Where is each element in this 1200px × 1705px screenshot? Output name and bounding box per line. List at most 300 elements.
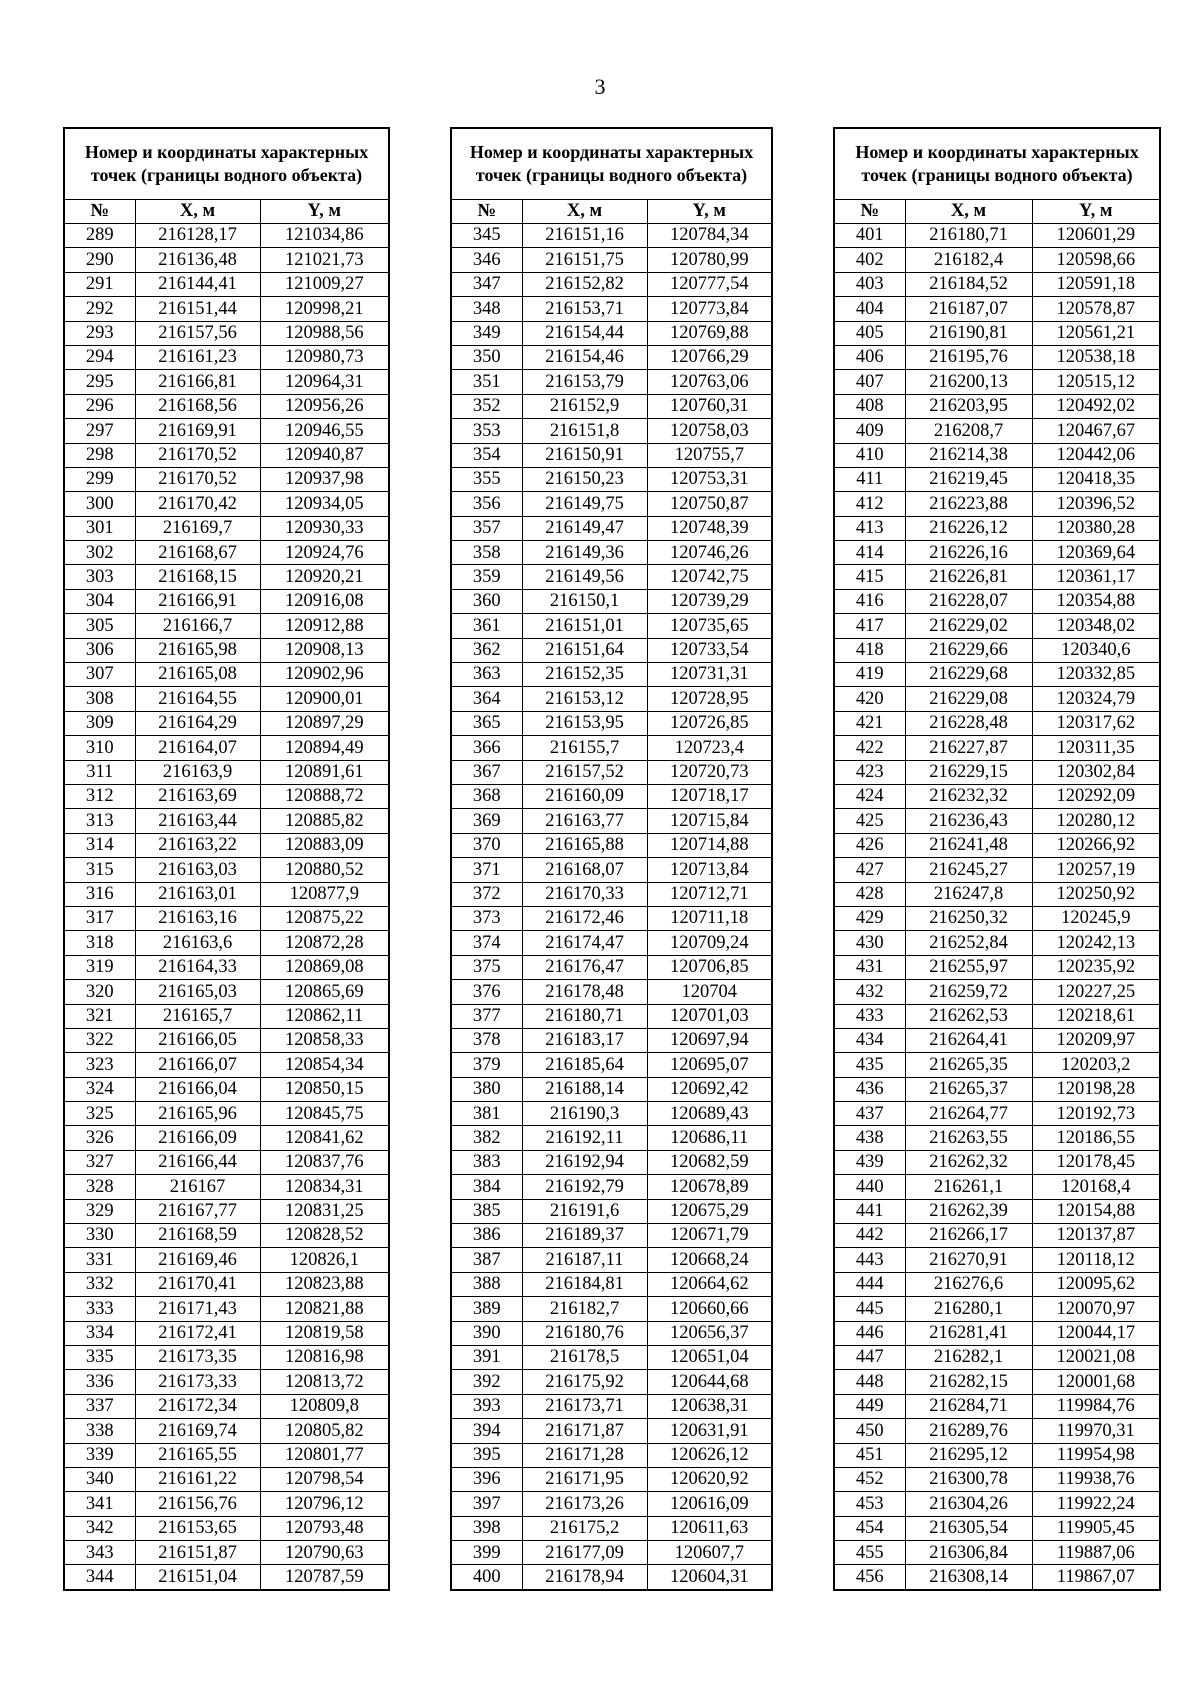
point-number-cell: 437 [834,1102,905,1126]
y-coordinate-cell: 121009,27 [260,272,389,296]
x-coordinate-cell: 216192,79 [522,1175,647,1199]
table-row [451,833,772,857]
y-coordinate-cell: 120845,75 [260,1102,389,1126]
y-coordinate-cell: 120865,69 [260,980,389,1004]
table-row [451,1224,772,1248]
table-row [64,541,389,565]
point-number-cell: 446 [834,1321,905,1345]
table-row [64,736,389,760]
table-row [834,1028,1160,1052]
x-coordinate-cell: 216252,84 [905,931,1032,955]
x-coordinate-cell: 216266,17 [905,1224,1032,1248]
point-number-cell: 375 [451,955,522,979]
table-row [834,1175,1160,1199]
y-coordinate-cell: 120332,85 [1032,663,1160,687]
x-coordinate-cell: 216188,14 [522,1077,647,1101]
x-coordinate-cell: 216152,9 [522,394,647,418]
column-x-header: X, м [135,200,260,224]
x-coordinate-cell: 216300,78 [905,1467,1032,1491]
x-coordinate-cell: 216163,03 [135,858,260,882]
table-row [834,1467,1160,1491]
point-number-cell: 366 [451,736,522,760]
y-coordinate-cell: 120178,45 [1032,1150,1160,1174]
y-coordinate-cell: 120902,96 [260,663,389,687]
point-number-cell: 292 [64,297,135,321]
table-row [64,687,389,711]
x-coordinate-cell: 216180,71 [905,224,1032,248]
point-number-cell: 299 [64,467,135,491]
table-row [451,1345,772,1369]
table-row [64,1345,389,1369]
y-coordinate-cell: 120317,62 [1032,711,1160,735]
table-row [451,565,772,589]
x-coordinate-cell: 216171,95 [522,1467,647,1491]
point-number-cell: 371 [451,858,522,882]
y-coordinate-cell: 120601,29 [1032,224,1160,248]
y-coordinate-cell: 120492,02 [1032,394,1160,418]
x-coordinate-cell: 216229,08 [905,687,1032,711]
point-number-cell: 399 [451,1541,522,1565]
x-coordinate-cell: 216281,41 [905,1321,1032,1345]
table-row [451,955,772,979]
y-coordinate-cell: 120001,68 [1032,1370,1160,1394]
y-coordinate-cell: 120720,73 [647,760,772,784]
table-row [64,1126,389,1150]
y-coordinate-cell: 120760,31 [647,394,772,418]
point-number-cell: 429 [834,906,905,930]
y-coordinate-cell: 120809,8 [260,1394,389,1418]
x-coordinate-cell: 216200,13 [905,370,1032,394]
table-row [64,638,389,662]
table-row [64,1516,389,1540]
column-y-header: Y, м [647,200,772,224]
y-coordinate-cell: 120742,75 [647,565,772,589]
y-coordinate-cell: 120591,18 [1032,272,1160,296]
table-row [64,492,389,516]
y-coordinate-cell: 120869,08 [260,955,389,979]
table-row [64,1199,389,1223]
x-coordinate-cell: 216170,33 [522,882,647,906]
point-number-cell: 340 [64,1467,135,1491]
point-number-cell: 364 [451,687,522,711]
table-row [834,492,1160,516]
point-number-cell: 330 [64,1224,135,1248]
x-coordinate-cell: 216165,08 [135,663,260,687]
point-number-cell: 426 [834,833,905,857]
point-number-cell: 434 [834,1028,905,1052]
point-number-cell: 328 [64,1175,135,1199]
x-coordinate-cell: 216136,48 [135,248,260,272]
table-row [64,711,389,735]
y-coordinate-cell: 120755,7 [647,443,772,467]
x-coordinate-cell: 216157,56 [135,321,260,345]
table-row [834,1443,1160,1467]
point-number-cell: 389 [451,1297,522,1321]
point-number-cell: 392 [451,1370,522,1394]
y-coordinate-cell: 120769,88 [647,321,772,345]
y-coordinate-cell: 120245,9 [1032,906,1160,930]
y-coordinate-cell: 120763,06 [647,370,772,394]
point-number-cell: 301 [64,516,135,540]
y-coordinate-cell: 120354,88 [1032,589,1160,613]
point-number-cell: 403 [834,272,905,296]
table-row [834,809,1160,833]
point-number-cell: 438 [834,1126,905,1150]
x-coordinate-cell: 216228,07 [905,589,1032,613]
y-coordinate-cell: 120980,73 [260,345,389,369]
y-coordinate-cell: 120626,12 [647,1443,772,1467]
table-row [64,248,389,272]
point-number-cell: 353 [451,419,522,443]
x-coordinate-cell: 216149,75 [522,492,647,516]
x-coordinate-cell: 216163,77 [522,809,647,833]
table-row [451,297,772,321]
x-coordinate-cell: 216261,1 [905,1175,1032,1199]
point-number-cell: 415 [834,565,905,589]
point-number-cell: 306 [64,638,135,662]
point-number-cell: 324 [64,1077,135,1101]
x-coordinate-cell: 216259,72 [905,980,1032,1004]
table-row [451,516,772,540]
y-coordinate-cell: 120682,59 [647,1150,772,1174]
table-row [834,516,1160,540]
point-number-cell: 368 [451,784,522,808]
x-coordinate-cell: 216180,76 [522,1321,647,1345]
x-coordinate-cell: 216177,09 [522,1541,647,1565]
y-coordinate-cell: 119887,06 [1032,1541,1160,1565]
table-row [451,492,772,516]
x-coordinate-cell: 216232,32 [905,784,1032,808]
y-coordinate-cell: 120858,33 [260,1028,389,1052]
y-coordinate-cell: 120908,13 [260,638,389,662]
y-coordinate-cell: 120891,61 [260,760,389,784]
y-coordinate-cell: 120369,64 [1032,541,1160,565]
column-x-header: X, м [522,200,647,224]
x-coordinate-cell: 216262,39 [905,1199,1032,1223]
x-coordinate-cell: 216166,07 [135,1053,260,1077]
x-coordinate-cell: 216149,36 [522,541,647,565]
table-row [64,1077,389,1101]
table-row [834,760,1160,784]
x-coordinate-cell: 216192,94 [522,1150,647,1174]
table-row [451,736,772,760]
table-row [834,687,1160,711]
y-coordinate-cell: 120790,63 [260,1541,389,1565]
y-coordinate-cell: 120718,17 [647,784,772,808]
x-coordinate-cell: 216175,92 [522,1370,647,1394]
x-coordinate-cell: 216167 [135,1175,260,1199]
y-coordinate-cell: 120872,28 [260,931,389,955]
x-coordinate-cell: 216184,81 [522,1272,647,1296]
x-coordinate-cell: 216236,43 [905,809,1032,833]
x-coordinate-cell: 216163,9 [135,760,260,784]
y-coordinate-cell: 120713,84 [647,858,772,882]
table-row [451,1199,772,1223]
x-coordinate-cell: 216189,37 [522,1224,647,1248]
x-coordinate-cell: 216182,7 [522,1297,647,1321]
point-number-cell: 440 [834,1175,905,1199]
point-number-cell: 376 [451,980,522,1004]
y-coordinate-cell: 120894,49 [260,736,389,760]
table-row [834,394,1160,418]
point-number-cell: 385 [451,1199,522,1223]
x-coordinate-cell: 216166,05 [135,1028,260,1052]
x-coordinate-cell: 216150,91 [522,443,647,467]
y-coordinate-cell: 120934,05 [260,492,389,516]
x-coordinate-cell: 216166,44 [135,1150,260,1174]
x-coordinate-cell: 216168,15 [135,565,260,589]
column-number-header: № [834,200,905,224]
table-row [451,1370,772,1394]
y-coordinate-cell: 120418,35 [1032,467,1160,491]
x-coordinate-cell: 216284,71 [905,1394,1032,1418]
x-coordinate-cell: 216163,44 [135,809,260,833]
y-coordinate-cell: 120714,88 [647,833,772,857]
y-coordinate-cell: 120675,29 [647,1199,772,1223]
y-coordinate-cell: 120137,87 [1032,1224,1160,1248]
point-number-cell: 419 [834,663,905,687]
coordinates-table-1 [63,127,390,1591]
point-number-cell: 400 [451,1565,522,1590]
x-coordinate-cell: 216170,52 [135,467,260,491]
table-row [834,541,1160,565]
point-number-cell: 354 [451,443,522,467]
table-row [64,224,389,248]
table-row [834,711,1160,735]
x-coordinate-cell: 216229,02 [905,614,1032,638]
point-number-cell: 406 [834,345,905,369]
point-number-cell: 427 [834,858,905,882]
table-row [451,1467,772,1491]
x-coordinate-cell: 216265,35 [905,1053,1032,1077]
point-number-cell: 380 [451,1077,522,1101]
column-number-header: № [64,200,135,224]
table-row [451,321,772,345]
y-coordinate-cell: 120916,08 [260,589,389,613]
y-coordinate-cell: 120805,82 [260,1419,389,1443]
x-coordinate-cell: 216223,88 [905,492,1032,516]
table-row [834,906,1160,930]
y-coordinate-cell: 120070,97 [1032,1297,1160,1321]
point-number-cell: 373 [451,906,522,930]
x-coordinate-cell: 216172,46 [522,906,647,930]
table-row [834,1565,1160,1590]
point-number-cell: 348 [451,297,522,321]
table-row [64,1541,389,1565]
x-coordinate-cell: 216151,8 [522,419,647,443]
x-coordinate-cell: 216153,95 [522,711,647,735]
table-row [834,443,1160,467]
y-coordinate-cell: 120793,48 [260,1516,389,1540]
y-coordinate-cell: 120396,52 [1032,492,1160,516]
y-coordinate-cell: 121021,73 [260,248,389,272]
x-coordinate-cell: 216128,17 [135,224,260,248]
point-number-cell: 318 [64,931,135,955]
table-row [834,1004,1160,1028]
table-row [451,1443,772,1467]
point-number-cell: 320 [64,980,135,1004]
y-coordinate-cell: 120988,56 [260,321,389,345]
y-coordinate-cell: 120819,58 [260,1321,389,1345]
table-row [451,614,772,638]
x-coordinate-cell: 216165,7 [135,1004,260,1028]
table-row [64,1224,389,1248]
point-number-cell: 363 [451,663,522,687]
table-row [451,1492,772,1516]
y-coordinate-cell: 120880,52 [260,858,389,882]
table-row [64,1467,389,1491]
y-coordinate-cell: 120920,21 [260,565,389,589]
point-number-cell: 432 [834,980,905,1004]
y-coordinate-cell: 120209,97 [1032,1028,1160,1052]
y-coordinate-cell: 120912,88 [260,614,389,638]
column-x-header: X, м [905,200,1032,224]
table-row [451,906,772,930]
y-coordinate-cell: 120656,37 [647,1321,772,1345]
y-coordinate-cell: 120823,88 [260,1272,389,1296]
table-row [64,1297,389,1321]
table-row [451,1077,772,1101]
table-row [64,1175,389,1199]
y-coordinate-cell: 120813,72 [260,1370,389,1394]
x-coordinate-cell: 216282,15 [905,1370,1032,1394]
y-coordinate-cell: 120578,87 [1032,297,1160,321]
table-row [64,1321,389,1345]
x-coordinate-cell: 216165,55 [135,1443,260,1467]
table-row [64,931,389,955]
table-row [834,858,1160,882]
column-number-header: № [451,200,522,224]
table-row [64,297,389,321]
table-row [451,1419,772,1443]
y-coordinate-cell: 120689,43 [647,1102,772,1126]
table-row [451,248,772,272]
x-coordinate-cell: 216168,56 [135,394,260,418]
table-row [834,955,1160,979]
x-coordinate-cell: 216280,1 [905,1297,1032,1321]
y-coordinate-cell: 120930,33 [260,516,389,540]
table-row [64,663,389,687]
table-row [64,858,389,882]
table-row [451,663,772,687]
y-coordinate-cell: 120631,91 [647,1419,772,1443]
table-row [451,809,772,833]
table-row [834,1321,1160,1345]
x-coordinate-cell: 216173,35 [135,1345,260,1369]
point-number-cell: 418 [834,638,905,662]
point-number-cell: 430 [834,931,905,955]
point-number-cell: 423 [834,760,905,784]
point-number-cell: 408 [834,394,905,418]
table-row [834,1199,1160,1223]
point-number-cell: 322 [64,1028,135,1052]
y-coordinate-cell: 120796,12 [260,1492,389,1516]
table-row [64,906,389,930]
y-coordinate-cell: 120198,28 [1032,1077,1160,1101]
point-number-cell: 447 [834,1345,905,1369]
x-coordinate-cell: 216265,37 [905,1077,1032,1101]
point-number-cell: 360 [451,589,522,613]
point-number-cell: 370 [451,833,522,857]
y-coordinate-cell: 119954,98 [1032,1443,1160,1467]
y-coordinate-cell: 120704 [647,980,772,1004]
x-coordinate-cell: 216161,23 [135,345,260,369]
x-coordinate-cell: 216166,04 [135,1077,260,1101]
table-row [64,394,389,418]
y-coordinate-cell: 120168,4 [1032,1175,1160,1199]
table-row [451,541,772,565]
y-coordinate-cell: 120834,31 [260,1175,389,1199]
table-row [451,784,772,808]
table-row [834,1077,1160,1101]
y-coordinate-cell: 120877,9 [260,882,389,906]
x-coordinate-cell: 216154,46 [522,345,647,369]
table-row [64,370,389,394]
table-row [451,1516,772,1540]
point-number-cell: 436 [834,1077,905,1101]
y-coordinate-cell: 120348,02 [1032,614,1160,638]
y-coordinate-cell: 120715,84 [647,809,772,833]
x-coordinate-cell: 216304,26 [905,1492,1032,1516]
point-number-cell: 410 [834,443,905,467]
point-number-cell: 308 [64,687,135,711]
x-coordinate-cell: 216164,29 [135,711,260,735]
point-number-cell: 413 [834,516,905,540]
point-number-cell: 396 [451,1467,522,1491]
y-coordinate-cell: 120956,26 [260,394,389,418]
y-coordinate-cell: 120644,68 [647,1370,772,1394]
y-coordinate-cell: 120671,79 [647,1224,772,1248]
y-coordinate-cell: 120302,84 [1032,760,1160,784]
x-coordinate-cell: 216227,87 [905,736,1032,760]
y-coordinate-cell: 120380,28 [1032,516,1160,540]
point-number-cell: 442 [834,1224,905,1248]
x-coordinate-cell: 216164,55 [135,687,260,711]
x-coordinate-cell: 216187,07 [905,297,1032,321]
table-row [451,1102,772,1126]
point-number-cell: 384 [451,1175,522,1199]
x-coordinate-cell: 216229,66 [905,638,1032,662]
y-coordinate-cell: 120888,72 [260,784,389,808]
x-coordinate-cell: 216228,48 [905,711,1032,735]
x-coordinate-cell: 216150,23 [522,467,647,491]
table-row [834,736,1160,760]
table-row [834,248,1160,272]
y-coordinate-cell: 120841,62 [260,1126,389,1150]
y-coordinate-cell: 119922,24 [1032,1492,1160,1516]
x-coordinate-cell: 216144,41 [135,272,260,296]
point-number-cell: 290 [64,248,135,272]
y-coordinate-cell: 120044,17 [1032,1321,1160,1345]
point-number-cell: 323 [64,1053,135,1077]
y-coordinate-cell: 120885,82 [260,809,389,833]
point-number-cell: 394 [451,1419,522,1443]
y-coordinate-cell: 120831,25 [260,1199,389,1223]
y-coordinate-cell: 120735,65 [647,614,772,638]
y-coordinate-cell: 120739,29 [647,589,772,613]
point-number-cell: 346 [451,248,522,272]
table-row [451,224,772,248]
point-number-cell: 386 [451,1224,522,1248]
x-coordinate-cell: 216170,52 [135,443,260,467]
x-coordinate-cell: 216151,87 [135,1541,260,1565]
point-number-cell: 342 [64,1516,135,1540]
y-coordinate-cell: 120964,31 [260,370,389,394]
point-number-cell: 422 [834,736,905,760]
x-coordinate-cell: 216172,41 [135,1321,260,1345]
y-coordinate-cell: 120709,24 [647,931,772,955]
point-number-cell: 289 [64,224,135,248]
